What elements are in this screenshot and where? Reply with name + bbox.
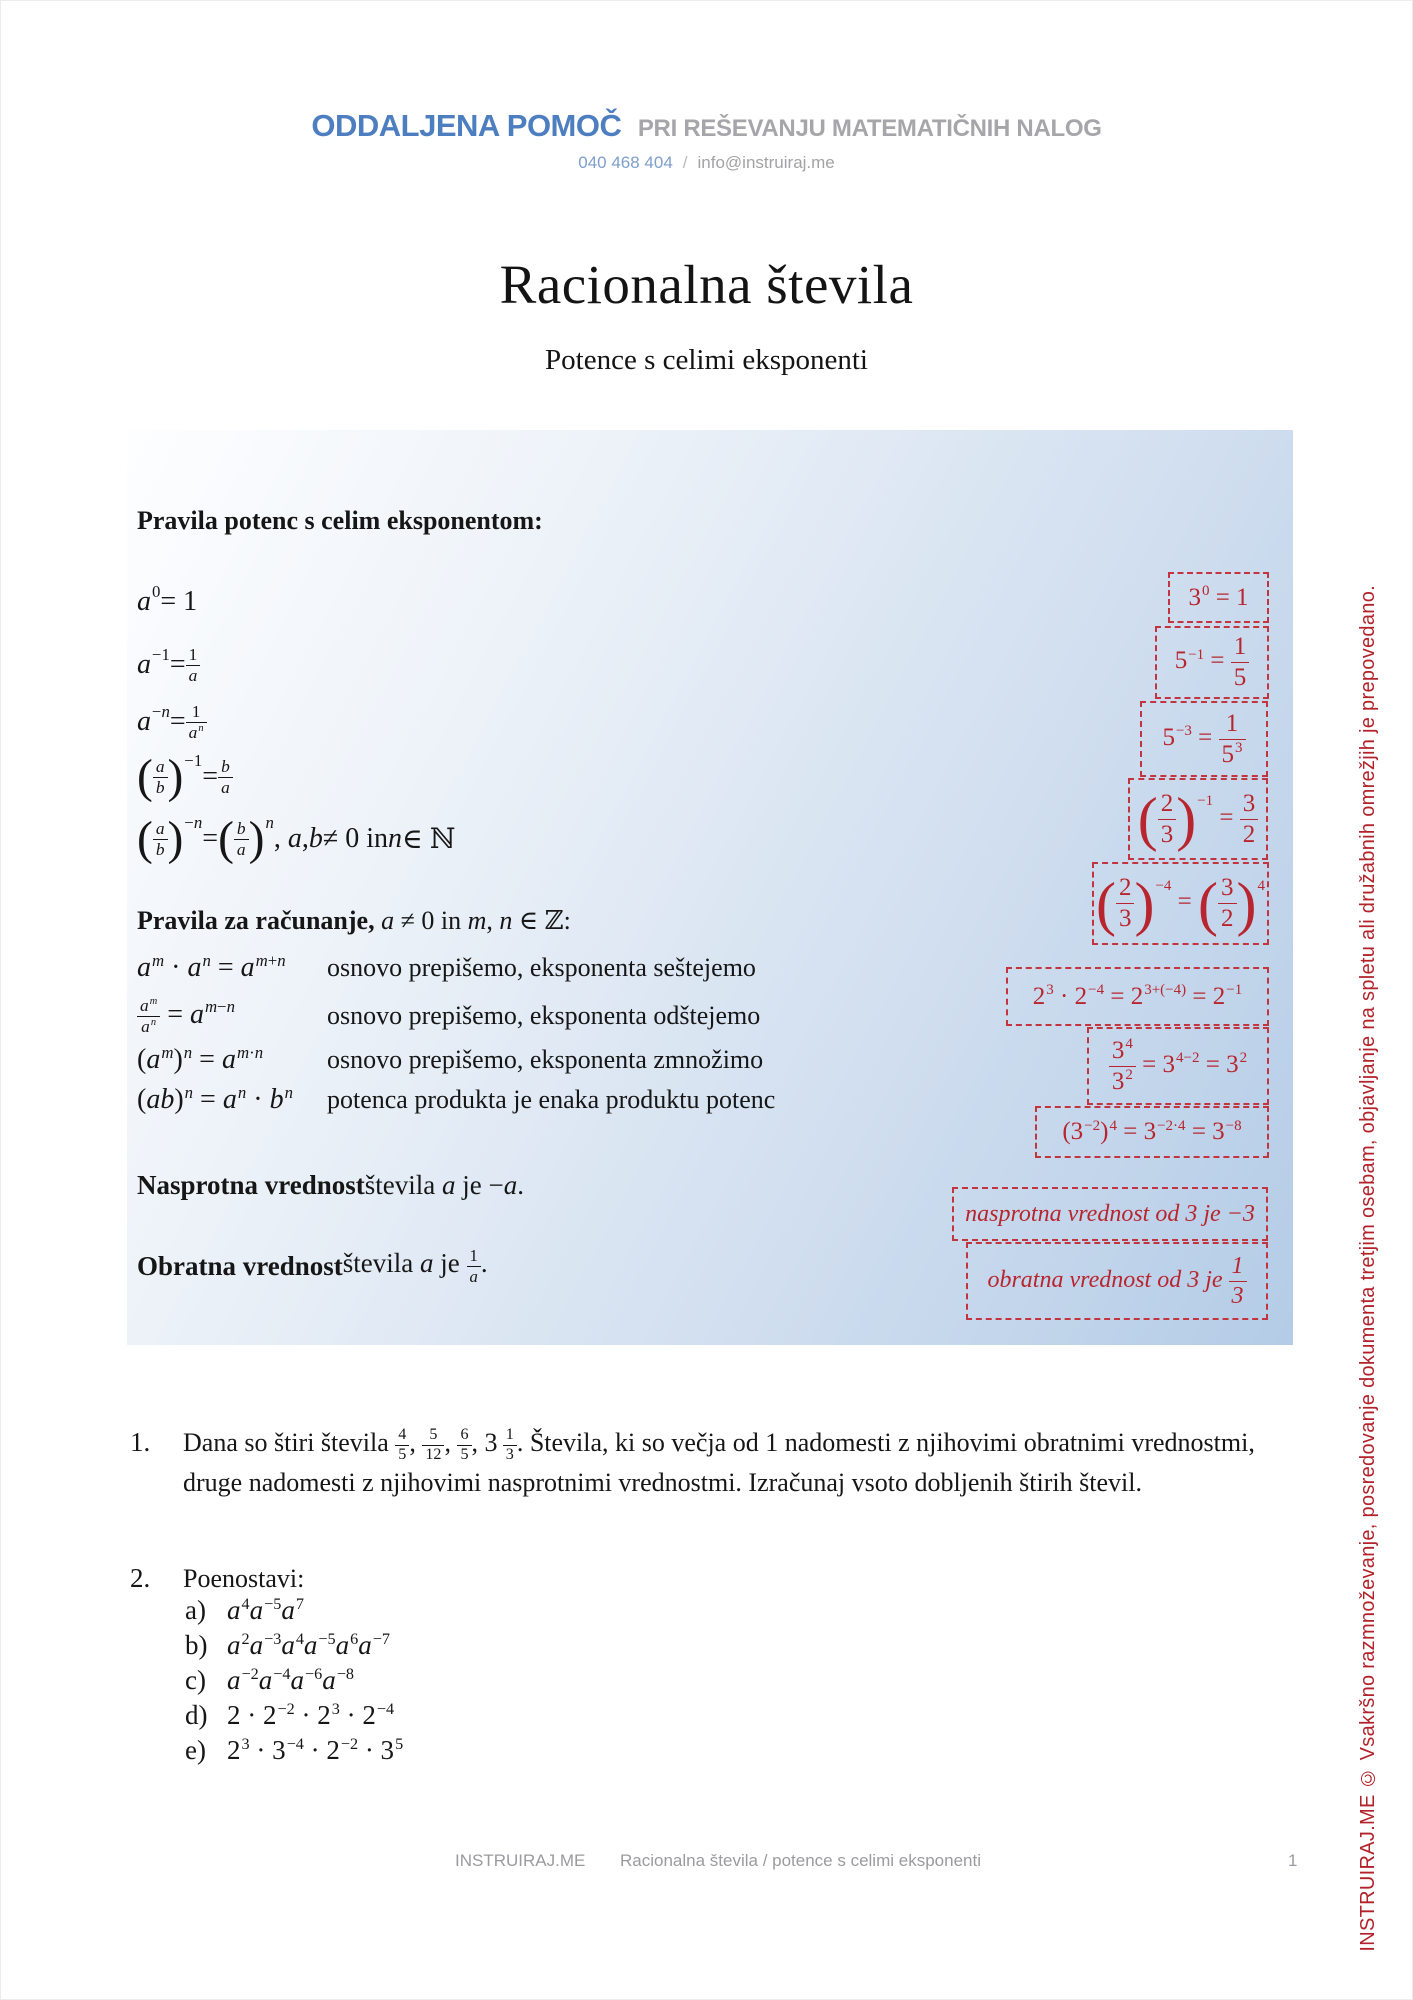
example-box-product [1006,967,1269,1026]
calc-rule-formula: $(ab)^n = a^n \cdot b^n$ [137,1082,293,1115]
item-math: $a^4a^{-5}a^7$ [227,1594,304,1625]
calc-rule-formula: $\frac{a^m}{a^n}$ = $a^{m-n}$ [137,996,327,1037]
reciprocal-value-term: Obratna vrednost [137,1250,343,1281]
calc-rule-description: osnovo prepišemo, eksponenta seštejemo [327,953,756,982]
item-math: $a^2a^{-3}a^4a^{-5}a^6a^{-7}$ [227,1629,390,1660]
vertical-copyright-notice: INSTRUIRAJ.ME © Vsakršno razmnoževanje, posredovanje dokumenta tretjim osebam, objavljanje na spletu ali družabnih omrežjih je prepovedano. [1357,585,1379,1952]
example-box-negative-one [1155,626,1269,699]
calc-rule-quotient [137,988,760,1044]
calc-rule-description: potenca produkta je enaka produktu potenc [327,1085,776,1114]
brand-logo-text: ODDALJENA POMOČ [311,108,622,143]
footer-document-title: Racionalna števila / potence s celimi eksponenti [620,1851,981,1870]
example-box-opposite-value [952,1187,1268,1241]
page-title: Racionalna števila [499,254,914,315]
exercise-item-e [185,1733,403,1768]
exercise-item-b [185,1628,403,1663]
item-label: a) [185,1595,206,1625]
example-math: nasprotna vrednost od 3 je −3 [965,1200,1255,1227]
footer-page-number: 1 [1288,1851,1298,1870]
item-math: $2^3 \cdot 3^{-4} \cdot 2^{-2} \cdot 3^5$ [227,1734,404,1765]
letterhead [0,108,1413,173]
contact-separator: / [682,153,688,172]
reciprocal-value-text: števila a je $\frac{1}{a}$ . [342,1246,488,1286]
calc-rule-formula: $(a^m)^n = a^{m\cdot n}$ [137,1042,264,1075]
item-label: b) [185,1630,208,1660]
calc-rules-heading-bold: Pravila za računanje, [137,906,375,935]
item-label: d) [185,1700,208,1730]
page-footer [0,1851,1413,1875]
example-box-power-of-power [1035,1106,1269,1158]
exercise-item-d [185,1698,403,1733]
footer-brand: INSTRUIRAJ.ME [455,1851,586,1870]
exercise-2 [130,1560,304,1597]
basic-rules-heading: Pravila potenc s celim eksponentom: [137,506,543,535]
exercise-text: Poenostavi: [183,1564,305,1593]
calc-rules-heading [137,906,571,936]
brand-tagline: PRI REŠEVANJU MATEMATIČNIH NALOG [637,115,1102,142]
calc-rule-formula: $a^m \cdot a^n = a^{m+n}$ [137,950,286,983]
exercise-text: Dana so štiri števila $\frac{4}{5}$ , $\frac{5}{12}$ , $\frac{6}{5}$ , 3 $\frac{1}{3}$ . Števila, ki so večja od 1 nadomesti z njihovimi obratnimi vrednostmi, druge nadomesti z njihovimi nasprotnimi vrednostmi. Izračunaj vsoto dobljenih štirih števil. [183,1426,1255,1498]
example-box-fraction-negative-four [1092,862,1269,945]
exercise-number: 1. [130,1427,151,1457]
example-math: $\frac{3^4}{3^2}$ = $3^{4-2} = 3^2$ [1109,1036,1247,1097]
item-label: c) [185,1665,206,1695]
example-box-quotient [1087,1027,1269,1105]
item-label: e) [185,1735,206,1765]
exercise-item-c [185,1663,403,1698]
example-math: $5^{-3}$ = $\frac{1}{5^3}$ [1162,709,1245,770]
item-math: $a^{-2}a^{-4}a^{-6}a^{-8}$ [227,1664,354,1695]
page-subtitle: Potence s celimi eksponenti [545,344,868,376]
calc-rule-power-of-power [137,1040,763,1080]
exercise-2-items [185,1593,403,1768]
calc-rules-heading-math: a ≠ 0 in m, n ∈ ℤ: [381,906,571,935]
calc-rule-description: osnovo prepišemo, eksponenta zmnožimo [327,1045,764,1074]
example-box-negative-three [1140,701,1268,777]
calc-rule-description: osnovo prepišemo, eksponenta odštejemo [327,1001,761,1030]
rule-fraction-inverse: ( $\frac{a}{b}$ ) $^{-1}$ = $\frac{b}{a}$ [137,750,233,804]
example-box-reciprocal-value [966,1242,1268,1320]
rule-negative-n-exponent: a $^{-n}$ = $\frac{1}{a^n}$ [137,695,207,749]
example-math: $5^{-1}$ = $\frac{1}{5}$ [1175,632,1250,693]
exercise-number: 2. [130,1563,151,1593]
item-math: $2 \cdot 2^{-2} \cdot 2^3 \cdot 2^{-4}$ [227,1699,395,1730]
calc-rule-product [137,948,756,988]
example-math: $3^0 = 1$ [1188,583,1249,611]
example-math: $(3^{-2})^4 = 3^{-2\cdot 4} = 3^{-8}$ [1062,1117,1242,1145]
rule-fraction-negative-n: ( $\frac{a}{b}$ ) $^{-n}$ = ( $\frac{b}{a}$ ) $^n$ , a , b ≠ 0 in n ∈ ℕ [137,813,456,865]
opposite-value-term: Nasprotna vrednost [137,1169,365,1200]
example-math: obratna vrednost od 3 je $\frac{1}{3}$ [987,1252,1246,1311]
example-box-zero-exponent [1168,572,1269,623]
letterhead-contact-line [0,153,1413,173]
exercise-1 [130,1424,1275,1501]
email-address: info@instruiraj.me [697,153,835,172]
rule-zero-exponent: a $^0$ = 1 [137,581,198,617]
example-math: ( $\frac{2}{3}$ )$^{-1}$ = $\frac{3}{2}$ [1138,789,1259,850]
reciprocal-value-note [137,1238,488,1294]
opposite-value-text: števila a je −a. [364,1169,524,1200]
phone-number: 040 468 404 [578,153,673,172]
example-box-fraction-inverse [1128,778,1268,860]
letterhead-line1 [0,108,1413,144]
rule-negative-one-exponent: a $^{-1}$ = $\frac{1}{a}$ [137,638,200,692]
calc-rule-power-of-product [137,1080,775,1120]
opposite-value-note [137,1165,524,1205]
example-math: ( $\frac{2}{3}$ )$^{-4}$ = ( $\frac{3}{2}$ )$^4$ [1095,870,1265,937]
exercise-item-a [185,1593,403,1628]
example-math: $2^3 \cdot 2^{-4} = 2^{3+(-4)} = 2^{-1}$ [1032,982,1243,1010]
